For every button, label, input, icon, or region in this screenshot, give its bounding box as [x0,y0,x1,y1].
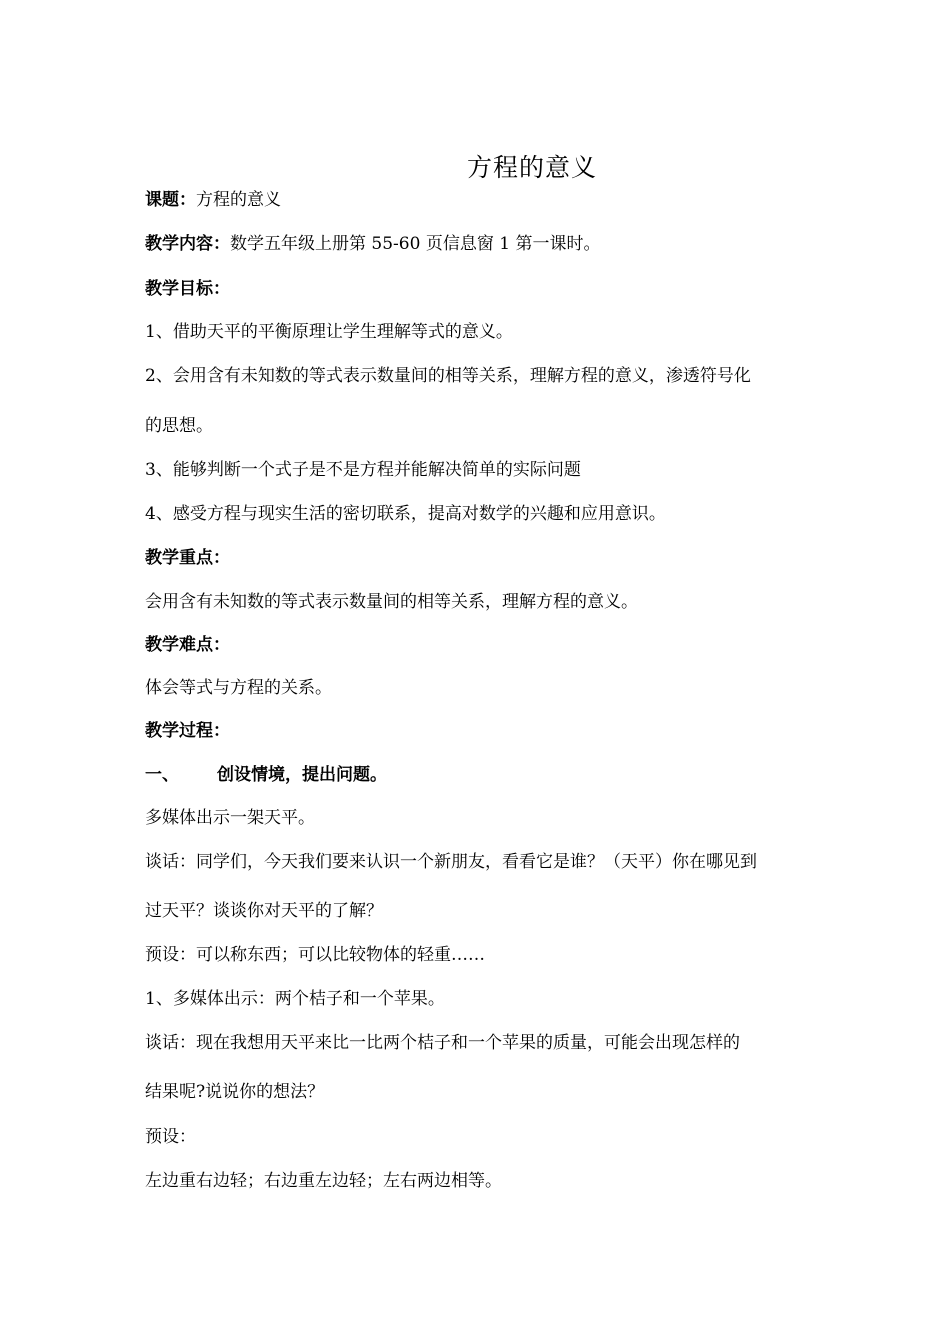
process-line: 结果呢?说说你的想法？ [145,1082,325,1102]
process-line: 1、多媒体出示：两个桔子和一个苹果。 [145,989,445,1009]
goal-item: 1、借助天平的平衡原理让学生理解等式的意义。 [145,322,513,342]
goals-label: 教学目标： [145,279,230,299]
goal-item: 3、能够判断一个式子是不是方程并能解决简单的实际问题 [145,460,581,480]
subject-line [145,188,281,212]
section-number: 一、 [145,765,179,785]
process-line: 谈话：现在我想用天平来比一比两个桔子和一个苹果的质量，可能会出现怎样的 [145,1033,740,1053]
process-line: 预设：可以称东西；可以比较物体的轻重…… [145,945,485,965]
difficulty-label: 教学难点： [145,635,230,655]
difficulty-text: 体会等式与方程的关系。 [145,678,332,698]
content-label: 教学内容： [145,234,230,254]
content-line [145,232,600,256]
process-label: 教学过程： [145,721,230,741]
section-title: 创设情境，提出问题。 [217,765,387,785]
process-line: 过天平？谈谈你对天平的了解？ [145,901,383,921]
goal-item: 2、会用含有未知数的等式表示数量间的相等关系，理解方程的意义，渗透符号化 [145,366,751,386]
goal-item-continued: 的思想。 [145,416,213,436]
subject-label: 课题： [145,190,196,210]
page-title: 方程的意义 [466,153,597,182]
process-line: 预设： [145,1127,196,1147]
process-line: 多媒体出示一架天平。 [145,808,315,828]
process-line: 谈话：同学们，今天我们要来认识一个新朋友，看看它是谁？（天平）你在哪见到 [145,852,757,872]
process-line: 左边重右边轻；右边重左边轻；左右两边相等。 [145,1171,502,1191]
key-point-text: 会用含有未知数的等式表示数量间的相等关系，理解方程的意义。 [145,592,638,612]
content-value: 数学五年级上册第 55-60 页信息窗 1 第一课时。 [230,234,601,254]
key-point-label: 教学重点： [145,548,230,568]
goal-item: 4、感受方程与现实生活的密切联系，提高对数学的兴趣和应用意识。 [145,504,666,524]
subject-value: 方程的意义 [196,190,281,210]
section-heading [145,763,387,787]
